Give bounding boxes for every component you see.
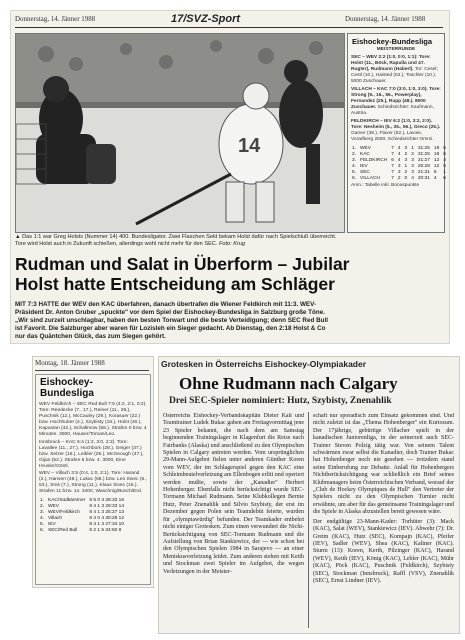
left-standings-cell-row: 8 4 0 4 30:28 12	[89, 516, 125, 522]
left-results-box	[35, 374, 151, 585]
standings-cell-goals: 20:31	[417, 176, 430, 181]
standings-cell-l: 1	[411, 146, 414, 151]
standings-cell-rank: 4.	[352, 164, 357, 169]
left-standings-cell-team: SEC/Red Bull	[48, 528, 78, 534]
right-clipping	[158, 356, 460, 634]
left-standings-cell-rank: 1.	[40, 498, 45, 504]
standings-cell-pts: 16	[433, 152, 440, 157]
left-date: Montag, 18. Jänner 1988	[35, 359, 105, 367]
article-column-1: Österreichs Eishockey-Verbandskapitän Dieter Kalt und Teamtrainer Ludek Bukac gaben am Freitagvormittag jene 23 Spieler bekannt, die nach dem am Samstag beginnenden Trainingslager in Klagenfurt die Reise nach Fairbanks (Alaska) und anschließend zu den Olympischen Spielen in Calgary antreten werden. Vom ursprünglichen 29-Mann-Aufgebot fielen unter anderen Günther Koren vom WEV, der im Schlagerspiel gegen den KAC eine Schleimbeutelverletzung am Ellenbogen erlitt und operiert werden mußte, sowie der „Kanadier" Herbert Hohenberger. Ebenfalls nicht berücksichtigt wurde SEC-Tormann Michael Rudmann. Seine Klubkollegen Bernie Hutz, Peter Znenahlik und Silvio Szybisty, der erst im Dezember gegen Polen sein Teamdebüt feierte, wurden für „olympiawürdig" befunden. Der Teamkader entbehrt nicht einiger Grotesken. Zum einen verwundert die Nicht-Berücksichtigung von SEC-Tormann Rudmann und die Aufstellung von Brian Stankiewicz, der — wie schon bei den Olympischen Spielen 1984 in Sarajevo — an einer Meniskusverletzung leidet. Zum anderen stehen mit Keith und Stockman zwei Spieler im Aufgebot, die wegen Verletzungen in der Meister-	[163, 413, 304, 575]
standings-cell-l: 3	[411, 164, 414, 169]
standings-cell-goals: 31:25	[417, 146, 430, 151]
left-standings-cell-team: WEV/Feldkirch	[48, 510, 80, 516]
standings-cell-goals: 31:25	[417, 152, 430, 157]
article-column-2	[313, 413, 454, 629]
standings-cell-bonus: 1	[443, 170, 446, 175]
standings-cell-bonus: 6	[443, 176, 446, 181]
standings-cell-w: 3	[397, 170, 401, 175]
standings-cell-bonus: 4	[443, 158, 446, 163]
left-standings-cell-team: Villach	[48, 516, 63, 522]
standings-cell-d: 1	[404, 164, 408, 169]
standings-subtitle: MEISTERRUNDE	[376, 47, 416, 52]
standings-cell-d: 0	[404, 176, 408, 181]
standings-cell-pts: 4	[433, 176, 437, 181]
date-left: Donnerstag, 14. Jänner 1988	[15, 15, 96, 23]
article-column-2-text: schaft nur sporadisch zum Einsatz gekommen sind. Und nicht zuletzt ist das „Thema Hohenberger" ein Kuriosum. Der 17jährige, gebürtige Villacher spielt in der kanadischen Juniorenliga, in der seinerzeit auch SEC-Trainer Steven Polzig tätig war. Von seinem Talent schwärmen zwar selbst die Kanadier, doch Trainer Bukac hat Hohenberger noch nie gesehen — trotzdem stand seine Einberufung zur Debatte. Anlaß für Hohenbergers Nichtberücksichtigung war schließlich ein Brief seines Klubmanagers beim Österreichischen Verband, worauf der „Club de Hockey Olympiques de Hull" den Vertreter der Spielers nicht zu den Olympischen Turnier nicht erwähnte, um aber für das gemeinsame Trainingslager und die Spiele in Alaska abzustellen bereit gewesen wäre.	[313, 413, 454, 516]
left-title-2: Bundesliga	[40, 388, 94, 399]
standings-cell-rank: 1.	[352, 146, 357, 151]
left-clipping	[32, 356, 154, 588]
standings-cell-team: KAC	[360, 152, 370, 157]
standings-cell-d: 3	[404, 146, 408, 151]
left-standings-cell-rank: 4.	[40, 516, 45, 522]
standings-cell-goals: 25:28	[417, 164, 430, 169]
game-report-2: VILLACH – KAC 7:0 (3:0, 1:0, 3:0). Tore: Strong (9., 16., 56., Powerplay), Fernandez (25.), Rupp (48.). 8000 Zuschauer. Schiedsrichter: Kaufmann, Austria.	[351, 87, 441, 116]
standings-cell-l: 3	[411, 170, 414, 175]
photo-jersey-number: 14	[238, 135, 261, 157]
article-roster-text: Der endgültige 23-Mann-Kader: Torhüter (3): Mack (KAC), Salat (WEV), Stankiewicz (IEV). Abwehr (7): Dr. Greim (KAC), Hutz (SEC), Kompajn (KAC), Pfeifer (IEV), Sadler (WEV), Shea (KAC), Kaltner (KAC). Sturm (13): Koren, Kerth, Pilzinger (KAC), Harand (WEV), Keith (IEV), König (KAC), Lebler (KAC), Mühr (KAC), Pöck (KAC), Puschnik (Feldkirch), Szybisty (SEC), Stockman (Innsbruck), Raffl (VSV), Znenahlik (SEC), Ernst Lindner (IEV).	[313, 518, 454, 584]
left-result-3: WEV – Villach 3:5 (0:4, 1:0, 2:1). Tore: Harand (2.), Hansen (48.), Lukac (56.) bzw. Leo Sivec (6., 53.), Smk (7.), Strong (11.), Klaus Sivec (15.). Strafen 11 bzw. 14. 3400, Waschnig/Busch/Erd.	[39, 471, 147, 495]
lead-paragraph: MIT 7:3 HATTE der WEV den KAC überfahren, danach übertrafen die Wiener Feldkirch mit 11:3. WEV-Präsident Dr. Anton Gruber „spuckte" vor dem Spiel der Eishockey-Bundesliga in Salzburg große Töne. „Wir sind zurzeit unschlagbar, haben den besten Torwart und die beste Verteidigung; denn SEC Red Bull ist Favorit. Die Salzburger aber waren für Lozisleh ein Sieger gedacht. Ab Dienstag, den 2:18 Holst & Co nur das Quäntchen Glück, das zum Siegen gehört.	[15, 301, 328, 340]
standings-cell-gp: 7	[391, 152, 394, 157]
standings-cell-bonus: 6	[443, 152, 446, 157]
game-report-1: SEC – WEV 2:2 (1:0, 0:0, 1:1): Tore: Holst (11., Böck, Rapulla und 47. Rugter), Rudmann (Haberl). Tor: Cesel; Cestl (10.), Haisted (53.); Toschler (10.), 5000 Zuschauer.	[351, 55, 438, 84]
standings-cell-team: VILLACH	[360, 176, 381, 181]
hockey-scene-image	[16, 34, 344, 232]
standings-cell-w: 4	[397, 146, 401, 151]
left-standings-cell-row: 8 5 0 3 28:33 16	[89, 498, 125, 504]
left-standings-cell-row: 8 2 1 5 34:50 8	[89, 528, 122, 534]
top-clipping	[10, 10, 450, 344]
standings-cell-team: FELDKIRCH	[360, 158, 388, 163]
standings-cell-rank: 5.	[352, 170, 357, 175]
standings-cell-w: 4	[397, 158, 401, 163]
article-kicker: Grotesken in Österreichs Eishockey-Olympiakader	[161, 359, 367, 369]
standings-cell-goals: 21:27	[417, 158, 430, 163]
standings-cell-gp: 7	[391, 164, 394, 169]
left-standings-table	[38, 498, 126, 534]
standings-row	[350, 176, 448, 182]
standings-cell-w: 2	[397, 176, 401, 181]
game-report-3: FELDKIRCH – IEV 6:2 (1:0, 3:2, 2:0). Tore: Nesheim (5., 35., 56.), Greco (25.). Gamer (39.), Flaxer (52.), Lavoie, Vorarlberg 2500. Schiedsrichter Ommi.	[351, 119, 441, 142]
standings-cell-team: SEC	[360, 170, 370, 175]
standings-cell-w: 4	[397, 152, 401, 157]
standings-footnote: Anm.: Tabelle inkl. Bonuspunkte	[351, 183, 420, 188]
standings-cell-goals: 21:31	[417, 170, 430, 175]
standings-cell-d: 3	[404, 158, 408, 163]
left-result-2: Innsbruck – KAC 6:4 (1:2, 3:0, 2:2). Tore: Lavallee (11., 27.), Hochbom (28.), Geiger (37.) bzw. Selzer (15.), Leibler (25.), McGeough (47.), Gijan (52.). Strafen 6 bzw. 4. 3000, Eine Hrusler/Göstl.	[39, 439, 144, 469]
standings-cell-team: IEV	[360, 164, 368, 169]
left-standings-cell-team: IEV	[48, 522, 56, 528]
headline-line-2: Holst hatte Entscheidung am Schläger	[15, 274, 335, 294]
standings-title: Eishockey-Bundesliga	[352, 37, 433, 46]
photo-caption: ▲ Das 1:1 war Greg Holsts (Nummer 14) 400. Bundesligator. Zwei Flaschen Sekt bekam Holst dafür nach Spielschluß überreicht. Tore wird Holst auch in Zukunft schießen, allerdings wohl nicht mehr für den SEC. Foto: Krug	[15, 234, 337, 247]
standings-cell-d: 2	[404, 152, 408, 157]
left-standings-row	[38, 528, 126, 534]
left-standings-cell-row: 8 4 1 3 27:34 10	[89, 522, 125, 528]
article-headline: Ohne Rudmann nach Calgary	[179, 374, 398, 393]
left-standings-cell-row: 8 4 1 3 25:27 13	[89, 510, 125, 516]
standings-cell-l: 4	[411, 176, 414, 181]
standings-cell-pts: 12	[433, 164, 440, 169]
standings-cell-gp: 7	[391, 170, 394, 175]
column-divider	[308, 412, 309, 628]
standings-cell-bonus: 6	[443, 146, 446, 151]
left-result-1: WEV Feldkirch – SEC Red Bull 7:5 (4:2, 2:1, 0:2). Tore: Reedecke (7., 17.), Reiner (11., 26.), Puschnik (12.), McCauley (29.), Korasuer (22.) bzw. Hochhuber (4.), Szybisty (16.), Holst (40.), Kapustan (42.), Schallmow (58.). Strafen 0 bzw. 4 Minuten. 3500, Hauser/Toman/Leo.	[39, 402, 147, 438]
standings-cell-d: 2	[404, 170, 408, 175]
headline-line-1: Rudman und Salat in Überform – Jubilar	[15, 254, 350, 274]
left-standings-cell-rank: 3.	[40, 510, 45, 516]
left-standings-cell-rank: 6.	[40, 528, 45, 534]
standings-cell-rank: 3.	[352, 158, 357, 163]
standings-cell-l: 3	[411, 158, 414, 163]
standings-cell-w: 3	[397, 164, 401, 169]
date-right: Donnerstag, 14. Jänner 1988	[345, 15, 426, 23]
standings-box	[347, 33, 445, 233]
left-date-rule	[35, 370, 149, 371]
hockey-photo	[15, 33, 345, 233]
standings-cell-rank: 2.	[352, 152, 357, 157]
standings-cell-bonus: 5	[443, 164, 446, 169]
section-title: 17/SVZ-Sport	[171, 13, 241, 25]
standings-cell-gp: 7	[391, 176, 394, 181]
standings-cell-rank: 6.	[352, 176, 357, 181]
left-standings-cell-rank: 2.	[40, 504, 45, 510]
left-standings-cell-team: KAC/Südkärntner	[48, 498, 86, 504]
standings-cell-gp: 6	[391, 158, 394, 163]
standings-cell-pts: 12	[433, 158, 440, 163]
left-standings-cell-rank: 5.	[40, 522, 45, 528]
standings-cell-team: WEV	[360, 146, 371, 151]
left-title-1: Eishockey-	[40, 377, 93, 388]
standings-table	[350, 146, 448, 182]
top-rule	[15, 27, 443, 28]
article-subhead: Drei SEC-Spieler nominiert: Hutz, Szybisty, Znenahlik	[169, 396, 392, 406]
left-standings-cell-row: 8 4 1 3 29:33 14	[89, 504, 125, 510]
standings-cell-l: 2	[411, 152, 414, 157]
standings-cell-pts: 8	[433, 170, 437, 175]
standings-cell-pts: 18	[433, 146, 440, 151]
standings-cell-gp: 7	[391, 146, 394, 151]
left-standings-cell-team: WEV	[48, 504, 59, 510]
